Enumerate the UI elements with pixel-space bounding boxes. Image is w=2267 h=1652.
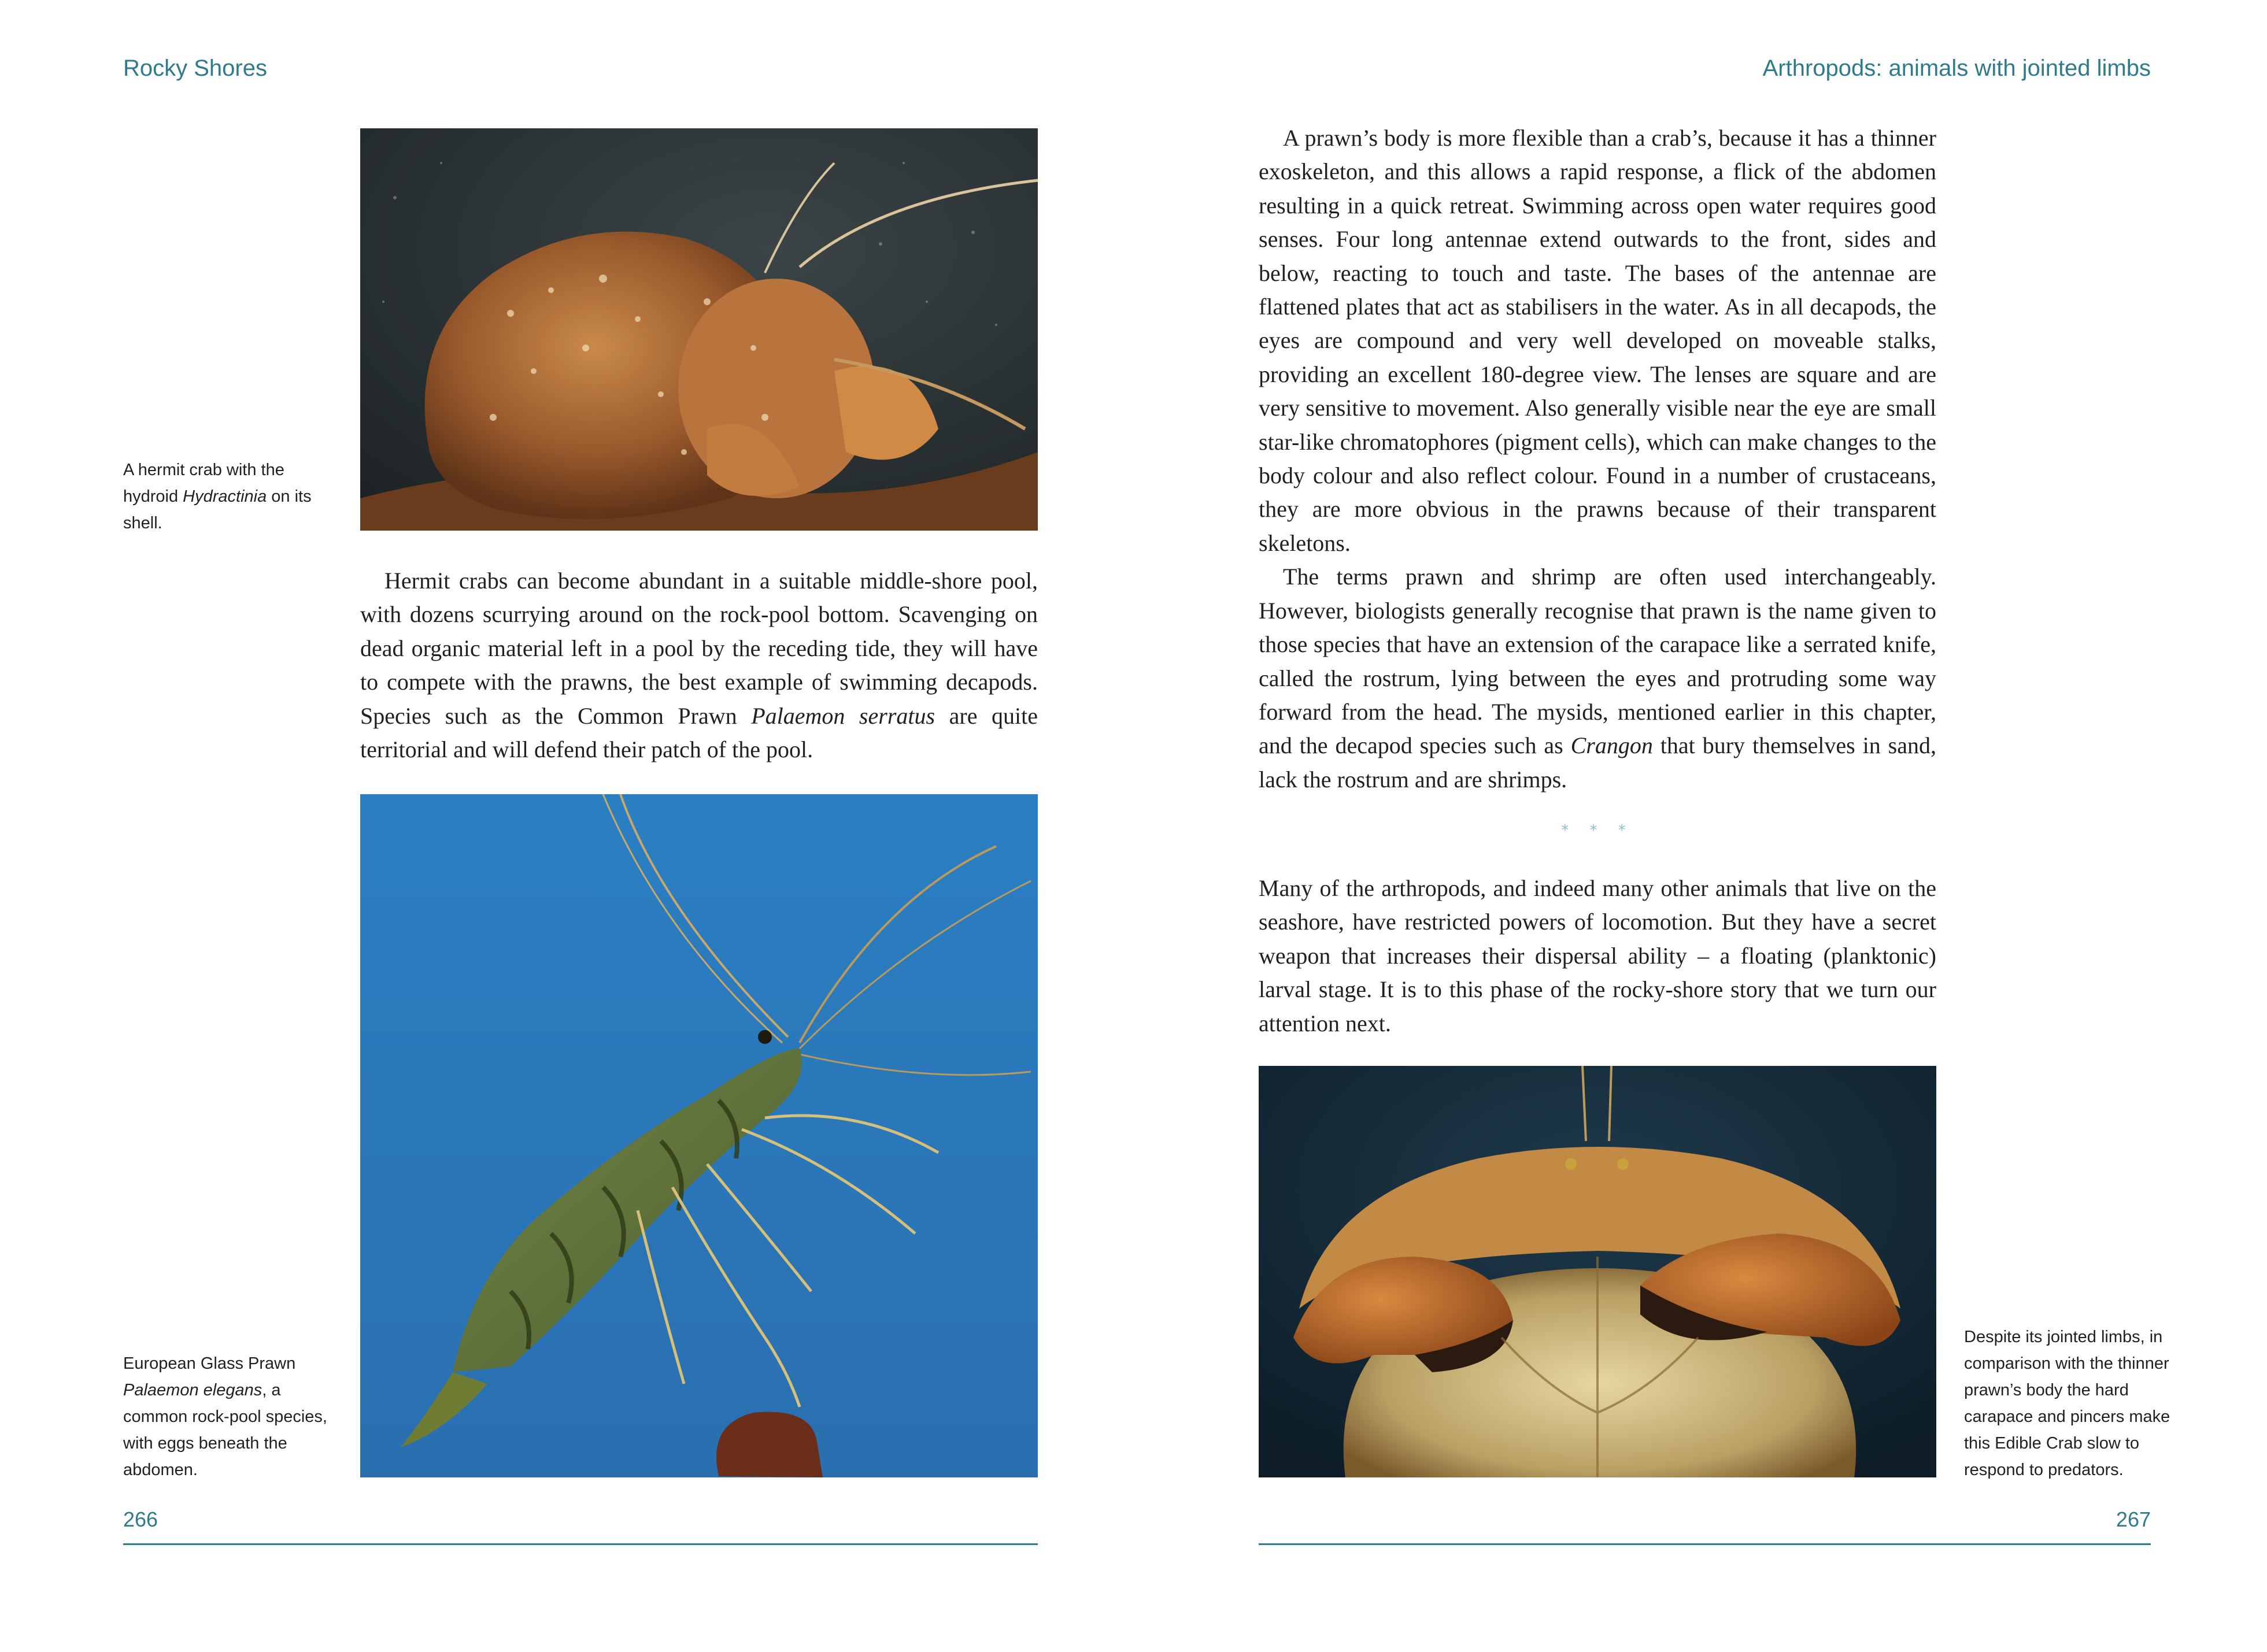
caption-prawn-species: Palaemon elegans bbox=[123, 1381, 262, 1399]
hermit-crab-photo bbox=[360, 128, 1038, 531]
paragraph-text: Hermit crabs can become abundant in a suitable middle-shore pool, with dozens scurrying around on the rock-pool bottom. Scavenging on dead organic material left in a pool by the receding tide, they will have to compete with the prawns, the best example of swimming decapods. Species such as the Common Prawn bbox=[360, 568, 1038, 729]
right-page bbox=[1133, 0, 2266, 1652]
caption-hermit-species: Hydractinia bbox=[183, 487, 267, 506]
paragraph-text-end: that bury themselves in sand, lack the rostrum and are shrimps. bbox=[1259, 732, 1937, 792]
body-text-right bbox=[1259, 121, 1936, 797]
paragraph-text: The terms prawn and shrimp are often used interchangeably. However, biologists generally recognise that prawn is the name given to those species that have an extension of the carapace like a serrated knife, called the rostrum, lying between the eyes and protruding some way forward from the head. The mysids, mentioned earlier in this chapter, and the decapod species such as bbox=[1259, 564, 1936, 759]
paragraph-prawn-shrimp bbox=[1259, 560, 1936, 797]
caption-prawn-text-end: , a common rock-pool species, with eggs beneath the abdomen. bbox=[123, 1381, 327, 1479]
paragraph-hermit-crabs bbox=[360, 564, 1038, 766]
footer-rule-left bbox=[123, 1543, 1038, 1545]
caption-hermit-text: A hermit crab with the hydroid bbox=[123, 461, 284, 506]
paragraph-prawn-body: A prawn’s body is more flexible than a crab’s, because it has a thinner exoskeleton, and this allows a rapid response, a flick of the abdomen resulting in a quick retreat. Swimming across open water requires good senses. Four long antennae extend outwards to the front, sides and below, reacting to touch and taste. The bases of the antennae are flattened plates that act as stabilisers in the water. As in all decapods, the eyes are compound and very well developed on moveable stalks, providing an excellent 180-degree view. The lenses are square and are very sensitive to movement. Also generally visible near the eye are small star-like chromatophores (pigment cells), which can make changes to the body colour and also reflect colour. Found in a number of crustaceans, they are more obvious in the prawns because of their transparent skeletons. bbox=[1259, 125, 1936, 556]
genus-name: Crangon bbox=[1570, 732, 1653, 759]
species-name: Palaemon serratus bbox=[751, 702, 935, 729]
body-text-left bbox=[360, 564, 1038, 766]
caption-glass-prawn bbox=[123, 1350, 337, 1483]
running-head-left: Rocky Shores bbox=[123, 55, 267, 81]
glass-prawn-photo bbox=[360, 794, 1038, 1477]
left-page bbox=[0, 0, 1133, 1652]
running-head-right: Arthropods: animals with jointed limbs bbox=[1762, 55, 2151, 81]
page-number-right: 267 bbox=[2116, 1507, 2151, 1531]
paragraph-text-end: are quite territorial and will defend their patch of the pool. bbox=[360, 702, 1038, 763]
section-break-ornament: * * * bbox=[1561, 822, 1634, 839]
page-number-left: 266 bbox=[123, 1507, 158, 1531]
caption-hermit-crab bbox=[123, 457, 337, 536]
caption-edible-crab: Despite its jointed limbs, in comparison with the thinner prawn’s body the hard carapace and pincers make this Edible Crab slow to respond to predators. bbox=[1964, 1328, 2170, 1479]
footer-rule-right bbox=[1259, 1543, 2151, 1545]
paragraph-dispersal: Many of the arthropods, and indeed many other animals that live on the seashore, have restricted powers of locomotion. But they have a secret weapon that increases their dispersal ability – a floating (planktonic) larval stage. It is to this phase of the rocky-shore story that we turn our attention next. bbox=[1259, 875, 1936, 1036]
caption-prawn-text: European Glass Prawn bbox=[123, 1354, 296, 1373]
edible-crab-photo bbox=[1259, 1066, 1936, 1477]
body-text-right-lower bbox=[1259, 872, 1936, 1040]
caption-hermit-text-end: on its shell. bbox=[123, 487, 312, 532]
